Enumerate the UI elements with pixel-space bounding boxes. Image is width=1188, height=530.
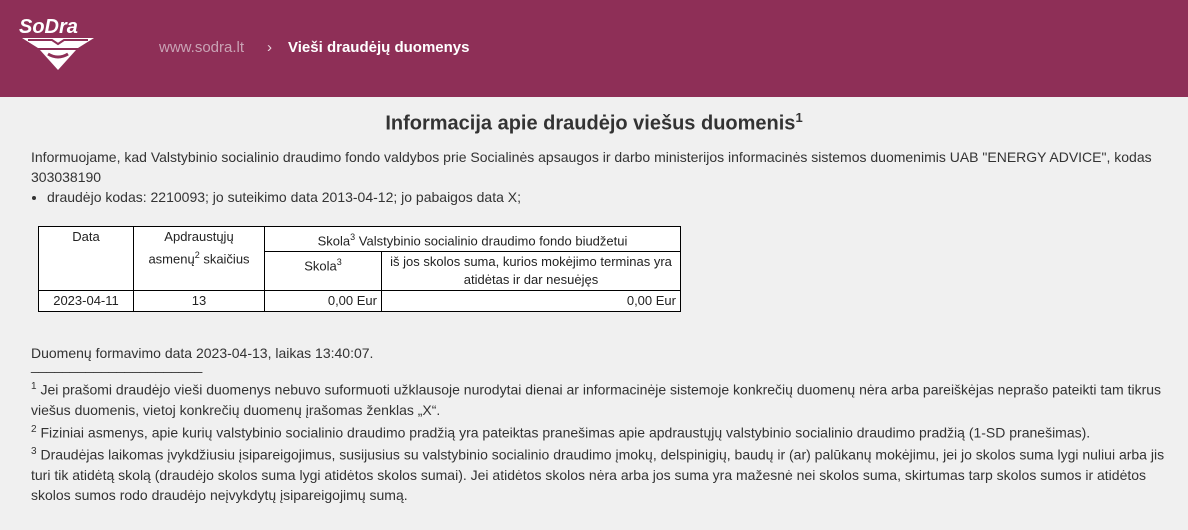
- debt-table: [38, 226, 681, 312]
- breadcrumb-home-link[interactable]: www.sodra.lt: [159, 39, 245, 56]
- footnote-2-text: Fiziniai asmenys, apie kurių valstybinio socialinio draudimo pradžią yra pateiktas pranešimas apie apdraustųjų valstybinio socialinio draudimo pradžią (1-SD pranešimas).: [36, 424, 1091, 441]
- footnote-3: [31, 442, 1181, 505]
- column-header-debt-text: Skola: [304, 258, 337, 274]
- footnote-rule: ______________________: [31, 357, 203, 373]
- column-group-header-debt: [265, 227, 681, 252]
- footnote-1: [31, 377, 1181, 420]
- formation-date: Duomenų formavimo data 2023-04-13, laikas 13:40:07.: [31, 345, 374, 361]
- cell-date: 2023-04-11: [39, 291, 134, 312]
- footnote-3-num: 3: [31, 446, 37, 458]
- code-list-item: • draudėjo kodas: 2210093; jo suteikimo data 2013-04-12; jo pabaigos data X;: [47, 187, 1171, 207]
- page-title: [0, 110, 1188, 136]
- column-header-deferred: iš jos skolos suma, kurios mokėjimo terminas yra atidėtas ir dar nesuėjęs: [382, 252, 681, 291]
- intro-text: Informuojame, kad Valstybinio socialinio draudimo fondo valdybos prie Socialinės apsaugos ir darbo ministerijos informacinės sistemos duomenimis UAB "ENERGY ADVICE", kodas 303038190: [31, 149, 1152, 185]
- table-row: [39, 291, 681, 312]
- sodra-logo[interactable]: [18, 16, 98, 72]
- column-header-debt-sup: 3: [336, 257, 342, 268]
- chevron-right-icon: ›: [267, 39, 273, 56]
- table-header-row: [39, 227, 681, 252]
- column-header-insured-a: Apdraustųjų asmenų: [148, 229, 234, 267]
- footnotes: [31, 357, 1181, 505]
- code-list: [31, 187, 1171, 207]
- column-header-insured-sup: 2: [194, 250, 200, 260]
- footnote-1-num: 1: [31, 381, 37, 392]
- footnote-1-text: Jei prašomi draudėjo vieši duomenys nebuvo suformuoti užklausoje nurodytai dienai ar informacinėje sistemoje konkrečių duomenų nėra arba pareiškėjas neprašo pateikti tam tikrus viešus duomenis, vietoj konkrečių duomenų įrašomas ženklas „X“.: [31, 381, 1162, 418]
- breadcrumb: [159, 38, 469, 58]
- page-header: [0, 0, 1188, 97]
- sodra-logo-icon: [18, 16, 98, 72]
- column-header-debt: [265, 252, 382, 291]
- column-header-insured-b: skaičius: [199, 251, 250, 267]
- column-group-a: Skola: [317, 233, 351, 249]
- logo-wordmark: SoDra: [19, 16, 78, 38]
- intro-section: [31, 147, 1171, 207]
- cell-debt: 0,00 Eur: [265, 291, 382, 312]
- cell-insured: 13: [134, 291, 265, 312]
- breadcrumb-current: Vieši draudėjų duomenys: [288, 39, 470, 56]
- column-header-date: Data: [39, 227, 134, 291]
- footnote-2: [31, 420, 1181, 443]
- footnote-3-text: Draudėjas laikomas įvykdžiusiu įsipareigojimus, susijusius su valstybinio socialinio draudimo įmokų, delspinigių, baudų ir (ar) palūkanų mokėjimu, jei jo skolos suma lygi nuliui arba jis turi tik atidėtą skolą (draudėjo skolos suma lygi atidėtos skolos sumai). Jei atidėtos skolos nėra arba jos suma yra mažesnė nei skolos suma, skirtumas tarp skolos sumos ir atidėtos skolos sumos rodo draudėjo neįvykdytų įsipareigojimų sumą.: [31, 446, 1165, 503]
- footnote-2-num: 2: [31, 423, 37, 435]
- page-title-text: Informacija apie draudėjo viešus duomenis: [385, 112, 796, 135]
- column-group-b: Valstybinio socialinio draudimo fondo biudžetui: [355, 233, 628, 249]
- column-group-sup: 3: [350, 232, 356, 242]
- cell-deferred: 0,00 Eur: [382, 291, 681, 312]
- column-header-insured: [134, 227, 265, 291]
- page-title-footnote-ref: 1: [795, 110, 803, 125]
